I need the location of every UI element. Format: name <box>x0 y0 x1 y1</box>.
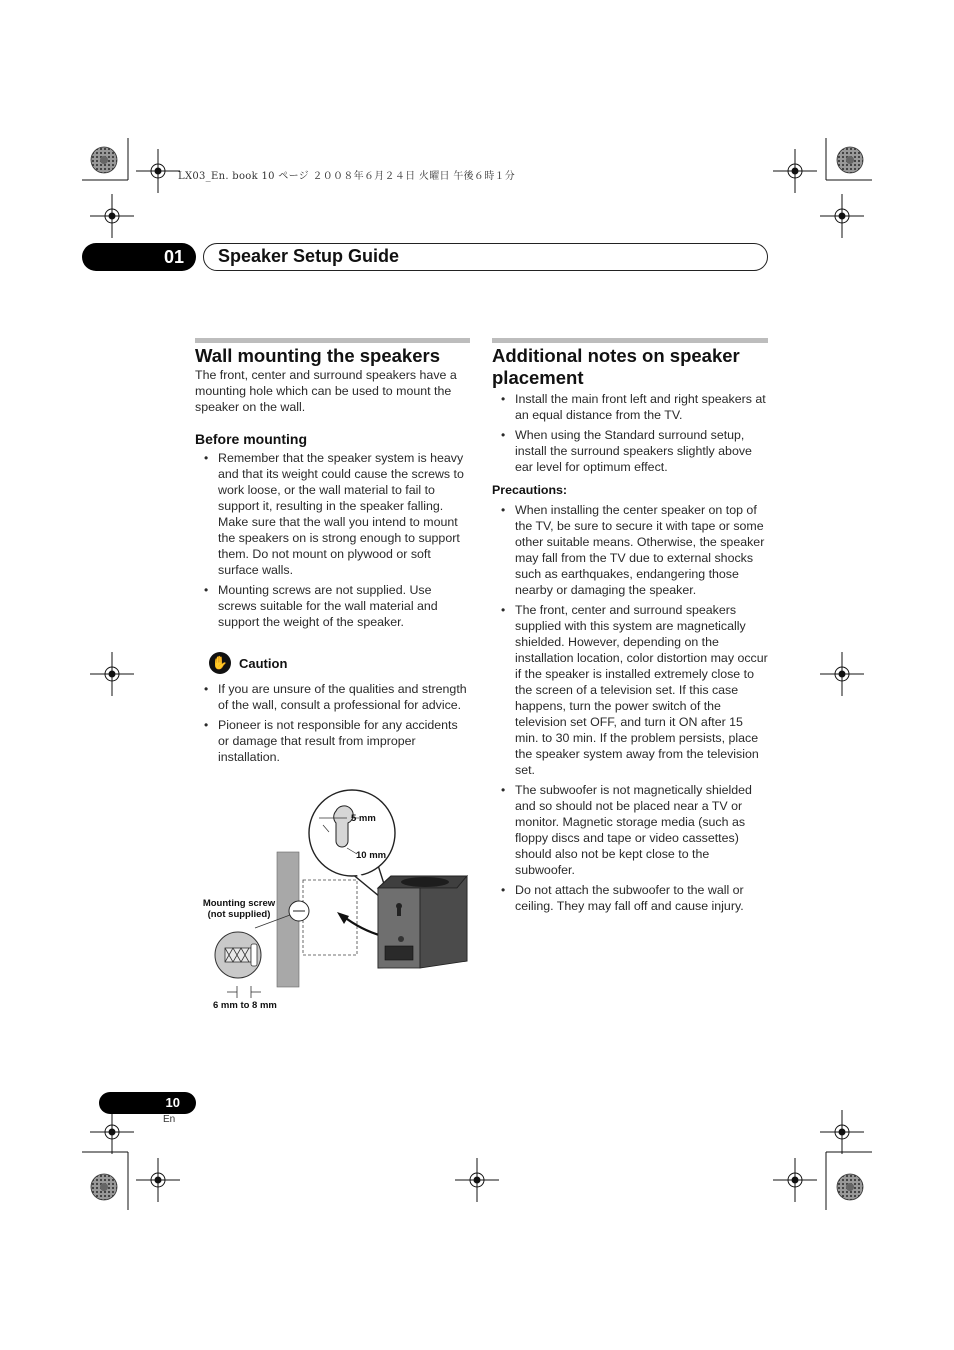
crop-mark-mid-left <box>90 652 134 696</box>
mounting-screw-label-line1: Mounting screw <box>202 898 276 909</box>
crop-mark-mid-right <box>820 652 864 696</box>
list-item: • Do not attach the subwoofer to the wall or ceiling. They may fall off and cause injury. <box>492 882 768 914</box>
chapter-number: 01 <box>82 243 196 271</box>
subheading-before-mounting: Before mounting <box>195 431 307 447</box>
precautions-list <box>492 502 768 914</box>
list-item: • Remember that the speaker system is heavy and that its weight could cause the screws to work loose, or the wall material to fail to support it, resulting in the speaker falling. Make sure that the wall you intend to mount the speakers on is strong enough to support them. Do not mount on plywood or soft surface walls. <box>195 450 470 578</box>
section-rule <box>195 338 470 343</box>
section-heading-additional-notes: Additional notes on speaker placement <box>492 345 740 388</box>
wall-mounting-diagram <box>195 788 475 1018</box>
wall-mounting-intro: The front, center and surround speakers have a mounting hole which can be used to mount the speaker on the wall. <box>195 368 457 414</box>
before-mounting-list <box>195 450 470 630</box>
print-header: LX03_En. book 10 ページ ２００８年６月２４日 火曜日 午後６時１分 <box>178 171 516 182</box>
hole-length-label: 10 mm <box>356 850 387 861</box>
section-rule <box>492 338 768 343</box>
section-heading-wall-mounting: Wall mounting the speakers <box>195 345 440 366</box>
page-language: En <box>163 1114 176 1125</box>
list-item: • The subwoofer is not magnetically shielded and so should not be placed near a TV or monitor. Magnetic storage media (such as floppy discs and tape or video cassettes) should also not be kept close to the subwoofer. <box>492 782 768 878</box>
hole-width-label: 5 mm <box>351 813 376 824</box>
mounting-screw-label-line2: (not supplied) <box>207 909 271 920</box>
page-number: 10 <box>99 1092 196 1114</box>
list-item: • When using the Standard surround setup, install the surround speakers slightly above ear level for optimum effect. <box>492 427 768 475</box>
crop-mark-bottom-right <box>773 1110 872 1210</box>
precautions-label: Precautions: <box>492 483 568 497</box>
list-item: • Mounting screws are not supplied. Use screws suitable for the wall material and support the weight of the speaker. <box>195 582 470 630</box>
screw-length-label: 6 mm to 8 mm <box>213 1000 277 1011</box>
list-item: • The front, center and surround speakers supplied with this system are magnetically shielded. However, depending on the installation location, color distortion may occur if the speaker is installed extremely close to the screen of a television set. If this case happens, turn the power switch of the television set OFF, and turn it ON after 15 min. to 30 min. If the problem persists, place the speaker system away from the television set. <box>492 602 768 778</box>
list-item: • When installing the center speaker on top of the TV, be sure to secure it with tape or some other suitable means. Otherwise, the speaker may fall from the TV due to external shocks such as earthquakes, endangering those nearby or damaging the speaker. <box>492 502 768 598</box>
crop-mark-bottom-left <box>82 1110 180 1210</box>
list-item: • Install the main front left and right speakers at an equal distance from the TV. <box>492 391 768 423</box>
hand-stop-icon: ✋ <box>209 652 231 674</box>
list-item: • Pioneer is not responsible for any accidents or damage that result from improper installation. <box>195 717 470 765</box>
mounting-screw-label <box>195 898 283 920</box>
crop-mark-top-right <box>773 138 872 238</box>
crop-mark-top-left <box>82 138 180 238</box>
crop-mark-bottom-center <box>455 1158 499 1202</box>
chapter-title: Speaker Setup Guide <box>203 243 768 271</box>
caution-header <box>209 652 470 674</box>
placement-notes-list <box>492 391 768 475</box>
right-column <box>492 338 768 918</box>
left-column <box>195 338 470 769</box>
caution-label: Caution <box>239 655 288 671</box>
caution-list <box>195 681 470 765</box>
list-item: • If you are unsure of the qualities and strength of the wall, consult a professional for advice. <box>195 681 470 713</box>
